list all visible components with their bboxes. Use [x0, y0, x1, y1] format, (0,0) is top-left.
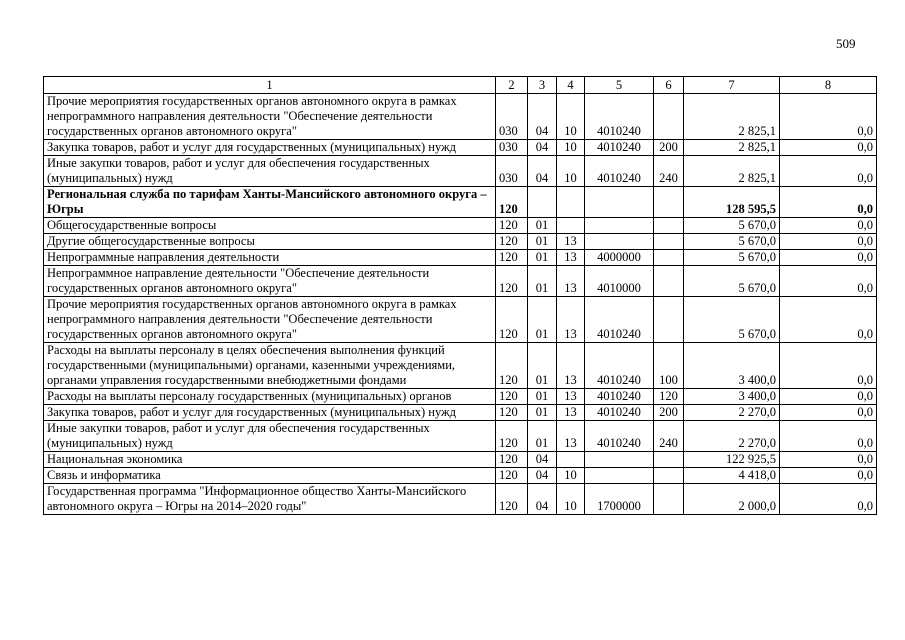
row-value-cell: 4010240: [585, 156, 654, 187]
table-row: [44, 468, 877, 484]
row-value-cell: 0,0: [780, 405, 877, 421]
row-value-cell: 2 825,1: [684, 94, 780, 140]
row-value-cell: 10: [557, 156, 585, 187]
row-value-cell: [557, 187, 585, 218]
row-value-cell: [557, 218, 585, 234]
row-value-cell: 128 595,5: [684, 187, 780, 218]
row-value-cell: 122 925,5: [684, 452, 780, 468]
table-row: [44, 218, 877, 234]
row-value-cell: 04: [528, 156, 557, 187]
row-value-cell: 04: [528, 140, 557, 156]
row-value-cell: 4010240: [585, 421, 654, 452]
row-value-cell: [528, 187, 557, 218]
row-value-cell: [654, 297, 684, 343]
row-value-cell: 4000000: [585, 250, 654, 266]
row-value-cell: 13: [557, 389, 585, 405]
row-value-cell: [654, 94, 684, 140]
row-value-cell: 4010240: [585, 94, 654, 140]
row-value-cell: 10: [557, 140, 585, 156]
row-value-cell: 4010000: [585, 266, 654, 297]
row-name-cell: Непрограммные направления деятельности: [44, 250, 496, 266]
row-value-cell: 13: [557, 266, 585, 297]
row-name-cell: Закупка товаров, работ и услуг для государственных (муниципальных) нужд: [44, 140, 496, 156]
row-value-cell: 01: [528, 405, 557, 421]
row-value-cell: 3 400,0: [684, 389, 780, 405]
row-value-cell: 2 000,0: [684, 484, 780, 515]
row-value-cell: 0,0: [780, 266, 877, 297]
column-header: 6: [654, 77, 684, 94]
budget-table: [43, 76, 877, 515]
row-value-cell: 10: [557, 468, 585, 484]
table-row: [44, 94, 877, 140]
table-row: [44, 484, 877, 515]
row-value-cell: 01: [528, 389, 557, 405]
row-value-cell: 0,0: [780, 389, 877, 405]
header-row: [44, 77, 877, 94]
row-value-cell: 4010240: [585, 343, 654, 389]
row-value-cell: 5 670,0: [684, 234, 780, 250]
row-value-cell: 0,0: [780, 421, 877, 452]
table-row: [44, 266, 877, 297]
row-value-cell: 04: [528, 94, 557, 140]
row-value-cell: 240: [654, 421, 684, 452]
row-value-cell: 200: [654, 140, 684, 156]
row-value-cell: [654, 452, 684, 468]
table-row: [44, 343, 877, 389]
row-value-cell: 01: [528, 234, 557, 250]
row-value-cell: 0,0: [780, 218, 877, 234]
row-name-cell: Прочие мероприятия государственных органов автономного округа в рамках непрограммного направления деятельности "Обеспечение деятельности государственных органов автономного округа": [44, 297, 496, 343]
row-name-cell: Другие общегосударственные вопросы: [44, 234, 496, 250]
row-value-cell: 13: [557, 297, 585, 343]
row-value-cell: 030: [496, 140, 528, 156]
row-name-cell: Прочие мероприятия государственных органов автономного округа в рамках непрограммного направления деятельности "Обеспечение деятельности государственных органов автономного округа": [44, 94, 496, 140]
row-name-cell: Общегосударственные вопросы: [44, 218, 496, 234]
row-name-cell: Связь и информатика: [44, 468, 496, 484]
row-value-cell: 4010240: [585, 405, 654, 421]
row-value-cell: 120: [496, 187, 528, 218]
row-value-cell: 0,0: [780, 140, 877, 156]
row-value-cell: 01: [528, 343, 557, 389]
row-value-cell: 120: [496, 468, 528, 484]
row-value-cell: 01: [528, 266, 557, 297]
row-name-cell: Государственная программа "Информационное общество Ханты-Мансийского автономного округа – Югры на 2014–2020 годы": [44, 484, 496, 515]
row-value-cell: 120: [496, 343, 528, 389]
row-value-cell: 01: [528, 250, 557, 266]
row-value-cell: 030: [496, 156, 528, 187]
row-value-cell: 030: [496, 94, 528, 140]
row-value-cell: 04: [528, 452, 557, 468]
row-value-cell: 4010240: [585, 140, 654, 156]
row-value-cell: 13: [557, 343, 585, 389]
row-value-cell: [585, 468, 654, 484]
row-value-cell: 0,0: [780, 484, 877, 515]
row-name-cell: Иные закупки товаров, работ и услуг для обеспечения государственных (муниципальных) нужд: [44, 156, 496, 187]
row-value-cell: 01: [528, 297, 557, 343]
row-value-cell: 120: [496, 452, 528, 468]
row-value-cell: 13: [557, 250, 585, 266]
table-row: [44, 421, 877, 452]
row-value-cell: 04: [528, 484, 557, 515]
row-value-cell: 0,0: [780, 250, 877, 266]
row-value-cell: [654, 266, 684, 297]
row-value-cell: 10: [557, 484, 585, 515]
row-value-cell: [585, 218, 654, 234]
row-value-cell: 0,0: [780, 468, 877, 484]
row-value-cell: [654, 187, 684, 218]
table-row: [44, 234, 877, 250]
row-value-cell: [585, 452, 654, 468]
table-row: [44, 405, 877, 421]
row-name-cell: Расходы на выплаты персоналу в целях обеспечения выполнения функций государственными (муниципальными) органами, казенными учреждениями, органами управления государственными внебюджетными фондами: [44, 343, 496, 389]
row-value-cell: 4 418,0: [684, 468, 780, 484]
table-row: [44, 297, 877, 343]
row-value-cell: 4010240: [585, 389, 654, 405]
row-value-cell: 0,0: [780, 94, 877, 140]
row-value-cell: 5 670,0: [684, 218, 780, 234]
row-value-cell: 5 670,0: [684, 297, 780, 343]
row-value-cell: 2 825,1: [684, 140, 780, 156]
column-header: 5: [585, 77, 654, 94]
row-value-cell: 120: [496, 266, 528, 297]
table-row: [44, 187, 877, 218]
table-row: [44, 452, 877, 468]
row-value-cell: 120: [496, 421, 528, 452]
row-value-cell: [654, 250, 684, 266]
row-value-cell: 120: [496, 218, 528, 234]
row-value-cell: 5 670,0: [684, 266, 780, 297]
row-value-cell: [585, 187, 654, 218]
row-name-cell: Закупка товаров, работ и услуг для государственных (муниципальных) нужд: [44, 405, 496, 421]
row-value-cell: 100: [654, 343, 684, 389]
column-header: 8: [780, 77, 877, 94]
row-value-cell: 240: [654, 156, 684, 187]
row-value-cell: 120: [496, 405, 528, 421]
page-number: 509: [836, 36, 856, 51]
column-header: 3: [528, 77, 557, 94]
row-name-cell: Расходы на выплаты персоналу государственных (муниципальных) органов: [44, 389, 496, 405]
row-value-cell: [557, 452, 585, 468]
row-name-cell: Региональная служба по тарифам Ханты-Мансийского автономного округа – Югры: [44, 187, 496, 218]
row-name-cell: Иные закупки товаров, работ и услуг для обеспечения государственных (муниципальных) нужд: [44, 421, 496, 452]
row-value-cell: 120: [496, 250, 528, 266]
column-header: 1: [44, 77, 496, 94]
row-value-cell: [585, 234, 654, 250]
row-name-cell: Непрограммное направление деятельности "Обеспечение деятельности государственных органов автономного округа": [44, 266, 496, 297]
row-value-cell: 2 825,1: [684, 156, 780, 187]
row-value-cell: 1700000: [585, 484, 654, 515]
row-value-cell: 120: [496, 484, 528, 515]
row-value-cell: 5 670,0: [684, 250, 780, 266]
row-value-cell: 2 270,0: [684, 421, 780, 452]
row-value-cell: 2 270,0: [684, 405, 780, 421]
row-value-cell: [654, 468, 684, 484]
row-value-cell: 3 400,0: [684, 343, 780, 389]
row-value-cell: 120: [654, 389, 684, 405]
row-value-cell: [654, 218, 684, 234]
row-value-cell: 4010240: [585, 297, 654, 343]
table-row: [44, 156, 877, 187]
row-value-cell: 120: [496, 389, 528, 405]
row-value-cell: 0,0: [780, 187, 877, 218]
table-row: [44, 140, 877, 156]
row-value-cell: 0,0: [780, 452, 877, 468]
row-name-cell: Национальная экономика: [44, 452, 496, 468]
table-row: [44, 389, 877, 405]
row-value-cell: 0,0: [780, 297, 877, 343]
row-value-cell: 01: [528, 421, 557, 452]
row-value-cell: 120: [496, 297, 528, 343]
column-header: 4: [557, 77, 585, 94]
column-header: 7: [684, 77, 780, 94]
row-value-cell: 01: [528, 218, 557, 234]
row-value-cell: 200: [654, 405, 684, 421]
column-header: 2: [496, 77, 528, 94]
row-value-cell: 04: [528, 468, 557, 484]
row-value-cell: 13: [557, 234, 585, 250]
row-value-cell: [654, 484, 684, 515]
row-value-cell: 0,0: [780, 343, 877, 389]
row-value-cell: 10: [557, 94, 585, 140]
row-value-cell: 13: [557, 405, 585, 421]
row-value-cell: 120: [496, 234, 528, 250]
row-value-cell: [654, 234, 684, 250]
row-value-cell: 0,0: [780, 156, 877, 187]
table-row: [44, 250, 877, 266]
row-value-cell: 13: [557, 421, 585, 452]
row-value-cell: 0,0: [780, 234, 877, 250]
